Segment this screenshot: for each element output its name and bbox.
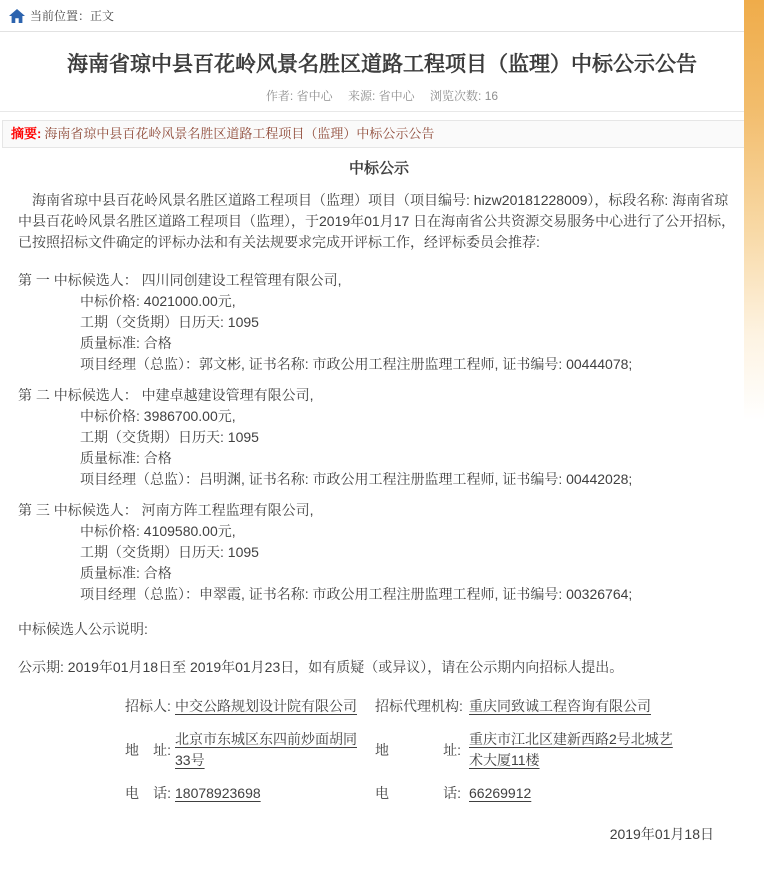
summary-label: 摘要: bbox=[11, 126, 42, 141]
candidate-manager: 项目经理（总监）：申翠霞, 证书名称: 市政公用工程注册监理工程师, 证书编号: 00326764; bbox=[80, 586, 633, 602]
candidate-block-3 bbox=[18, 500, 740, 605]
breadcrumb-bar bbox=[0, 0, 764, 32]
candidate-head bbox=[18, 385, 740, 406]
agency-phone-label: 电 话: bbox=[375, 785, 461, 801]
publicity-period-line: 公示期: 2019年01月18日至 2019年01月23日，如有质疑（或异议），请在公示期内向招标人提出。 bbox=[18, 659, 624, 675]
publish-date: 2019年01月18日 bbox=[609, 826, 714, 842]
article-body bbox=[0, 158, 764, 845]
candidate-rank: 第 二 中标候选人： bbox=[18, 387, 138, 403]
candidate-duration: 工期（交货期）日历天: 1095 bbox=[80, 429, 259, 445]
page-title: 海南省琼中县百花岭风景名胜区道路工程项目（监理）中标公示公告 bbox=[67, 53, 697, 76]
agency-address: 重庆市江北区建新西路2号北城艺术大厦11楼 bbox=[469, 731, 673, 768]
header-divider bbox=[0, 111, 764, 112]
tenderer-name: 中交公路规划设计院有限公司 bbox=[175, 698, 357, 714]
candidate-price: 中标价格: 4021000.00元, bbox=[80, 293, 236, 309]
meta-views: 浏览次数: 16 bbox=[430, 89, 499, 103]
candidate-block-1 bbox=[18, 270, 740, 375]
contacts-row-phone bbox=[125, 777, 683, 810]
tenderer-label: 招标人: bbox=[125, 698, 171, 714]
candidate-head bbox=[18, 500, 740, 521]
candidate-manager: 项目经理（总监）：吕明渊, 证书名称: 市政公用工程注册监理工程师, 证书编号: 00442028; bbox=[80, 471, 633, 487]
candidate-quality: 质量标准: 合格 bbox=[80, 335, 172, 351]
breadcrumb-current: 正文 bbox=[90, 9, 115, 23]
statement-line: 中标候选人公示说明: bbox=[18, 621, 148, 637]
candidate-price: 中标价格: 4109580.00元, bbox=[80, 523, 236, 539]
agency-address-label: 地 址: bbox=[375, 741, 461, 758]
candidate-duration: 工期（交货期）日历天: 1095 bbox=[80, 314, 259, 330]
candidate-company: 四川同创建设工程管理有限公司, bbox=[141, 272, 342, 288]
summary-text: 海南省琼中县百花岭风景名胜区道路工程项目（监理）中标公示公告 bbox=[44, 126, 435, 141]
candidate-quality: 质量标准: 合格 bbox=[80, 565, 172, 581]
home-icon[interactable] bbox=[9, 9, 25, 23]
candidate-quality: 质量标准: 合格 bbox=[80, 450, 172, 466]
candidate-block-2 bbox=[18, 385, 740, 490]
meta-author: 作者: 省中心 bbox=[265, 89, 333, 103]
candidate-manager: 项目经理（总监）：郭文彬, 证书名称: 市政公用工程注册监理工程师, 证书编号: 00444078; bbox=[80, 356, 633, 372]
candidate-price: 中标价格: 3986700.00元, bbox=[80, 408, 236, 424]
candidate-rank: 第 三 中标候选人： bbox=[18, 502, 138, 518]
contacts-row-name bbox=[125, 690, 683, 723]
tenderer-phone-label: 电 话: bbox=[125, 785, 171, 801]
contacts-table bbox=[125, 690, 683, 810]
candidate-company: 中建卓越建设管理有限公司, bbox=[141, 387, 314, 403]
breadcrumb-label: 当前位置： bbox=[30, 9, 91, 23]
candidate-duration: 工期（交货期）日历天: 1095 bbox=[80, 544, 259, 560]
candidate-company: 河南方阵工程监理有限公司, bbox=[141, 502, 314, 518]
contacts-row-address bbox=[125, 723, 683, 777]
meta-source: 来源: 省中心 bbox=[347, 89, 415, 103]
agency-name: 重庆同致诚工程咨询有限公司 bbox=[469, 698, 651, 714]
candidate-rank: 第 一 中标候选人： bbox=[18, 272, 138, 288]
intro-paragraph: 海南省琼中县百花岭风景名胜区道路工程项目（监理）项目（项目编号: hizw20181228009），标段名称: 海南省琼中县百花岭风景名胜区道路工程项目（监理），于2019年01月17 日在海南省公共资源交易服务中心进行了公开招标，已按照招标文件确定的评标办法和有关法规要求完成开评标工作，经评标委员会推荐: bbox=[18, 192, 736, 250]
summary-box bbox=[2, 120, 762, 148]
notice-title: 中标公示 bbox=[348, 160, 409, 177]
candidate-head bbox=[18, 270, 740, 291]
tenderer-address-label: 地 址: bbox=[125, 741, 171, 758]
tenderer-address: 北京市东城区东四前炒面胡同33号 bbox=[175, 731, 357, 768]
agency-label: 招标代理机构: bbox=[375, 698, 463, 714]
article-meta bbox=[0, 87, 764, 104]
agency-phone: 66269912 bbox=[469, 785, 532, 801]
tenderer-phone: 18078923698 bbox=[175, 785, 261, 801]
accent-strip bbox=[744, 0, 764, 420]
